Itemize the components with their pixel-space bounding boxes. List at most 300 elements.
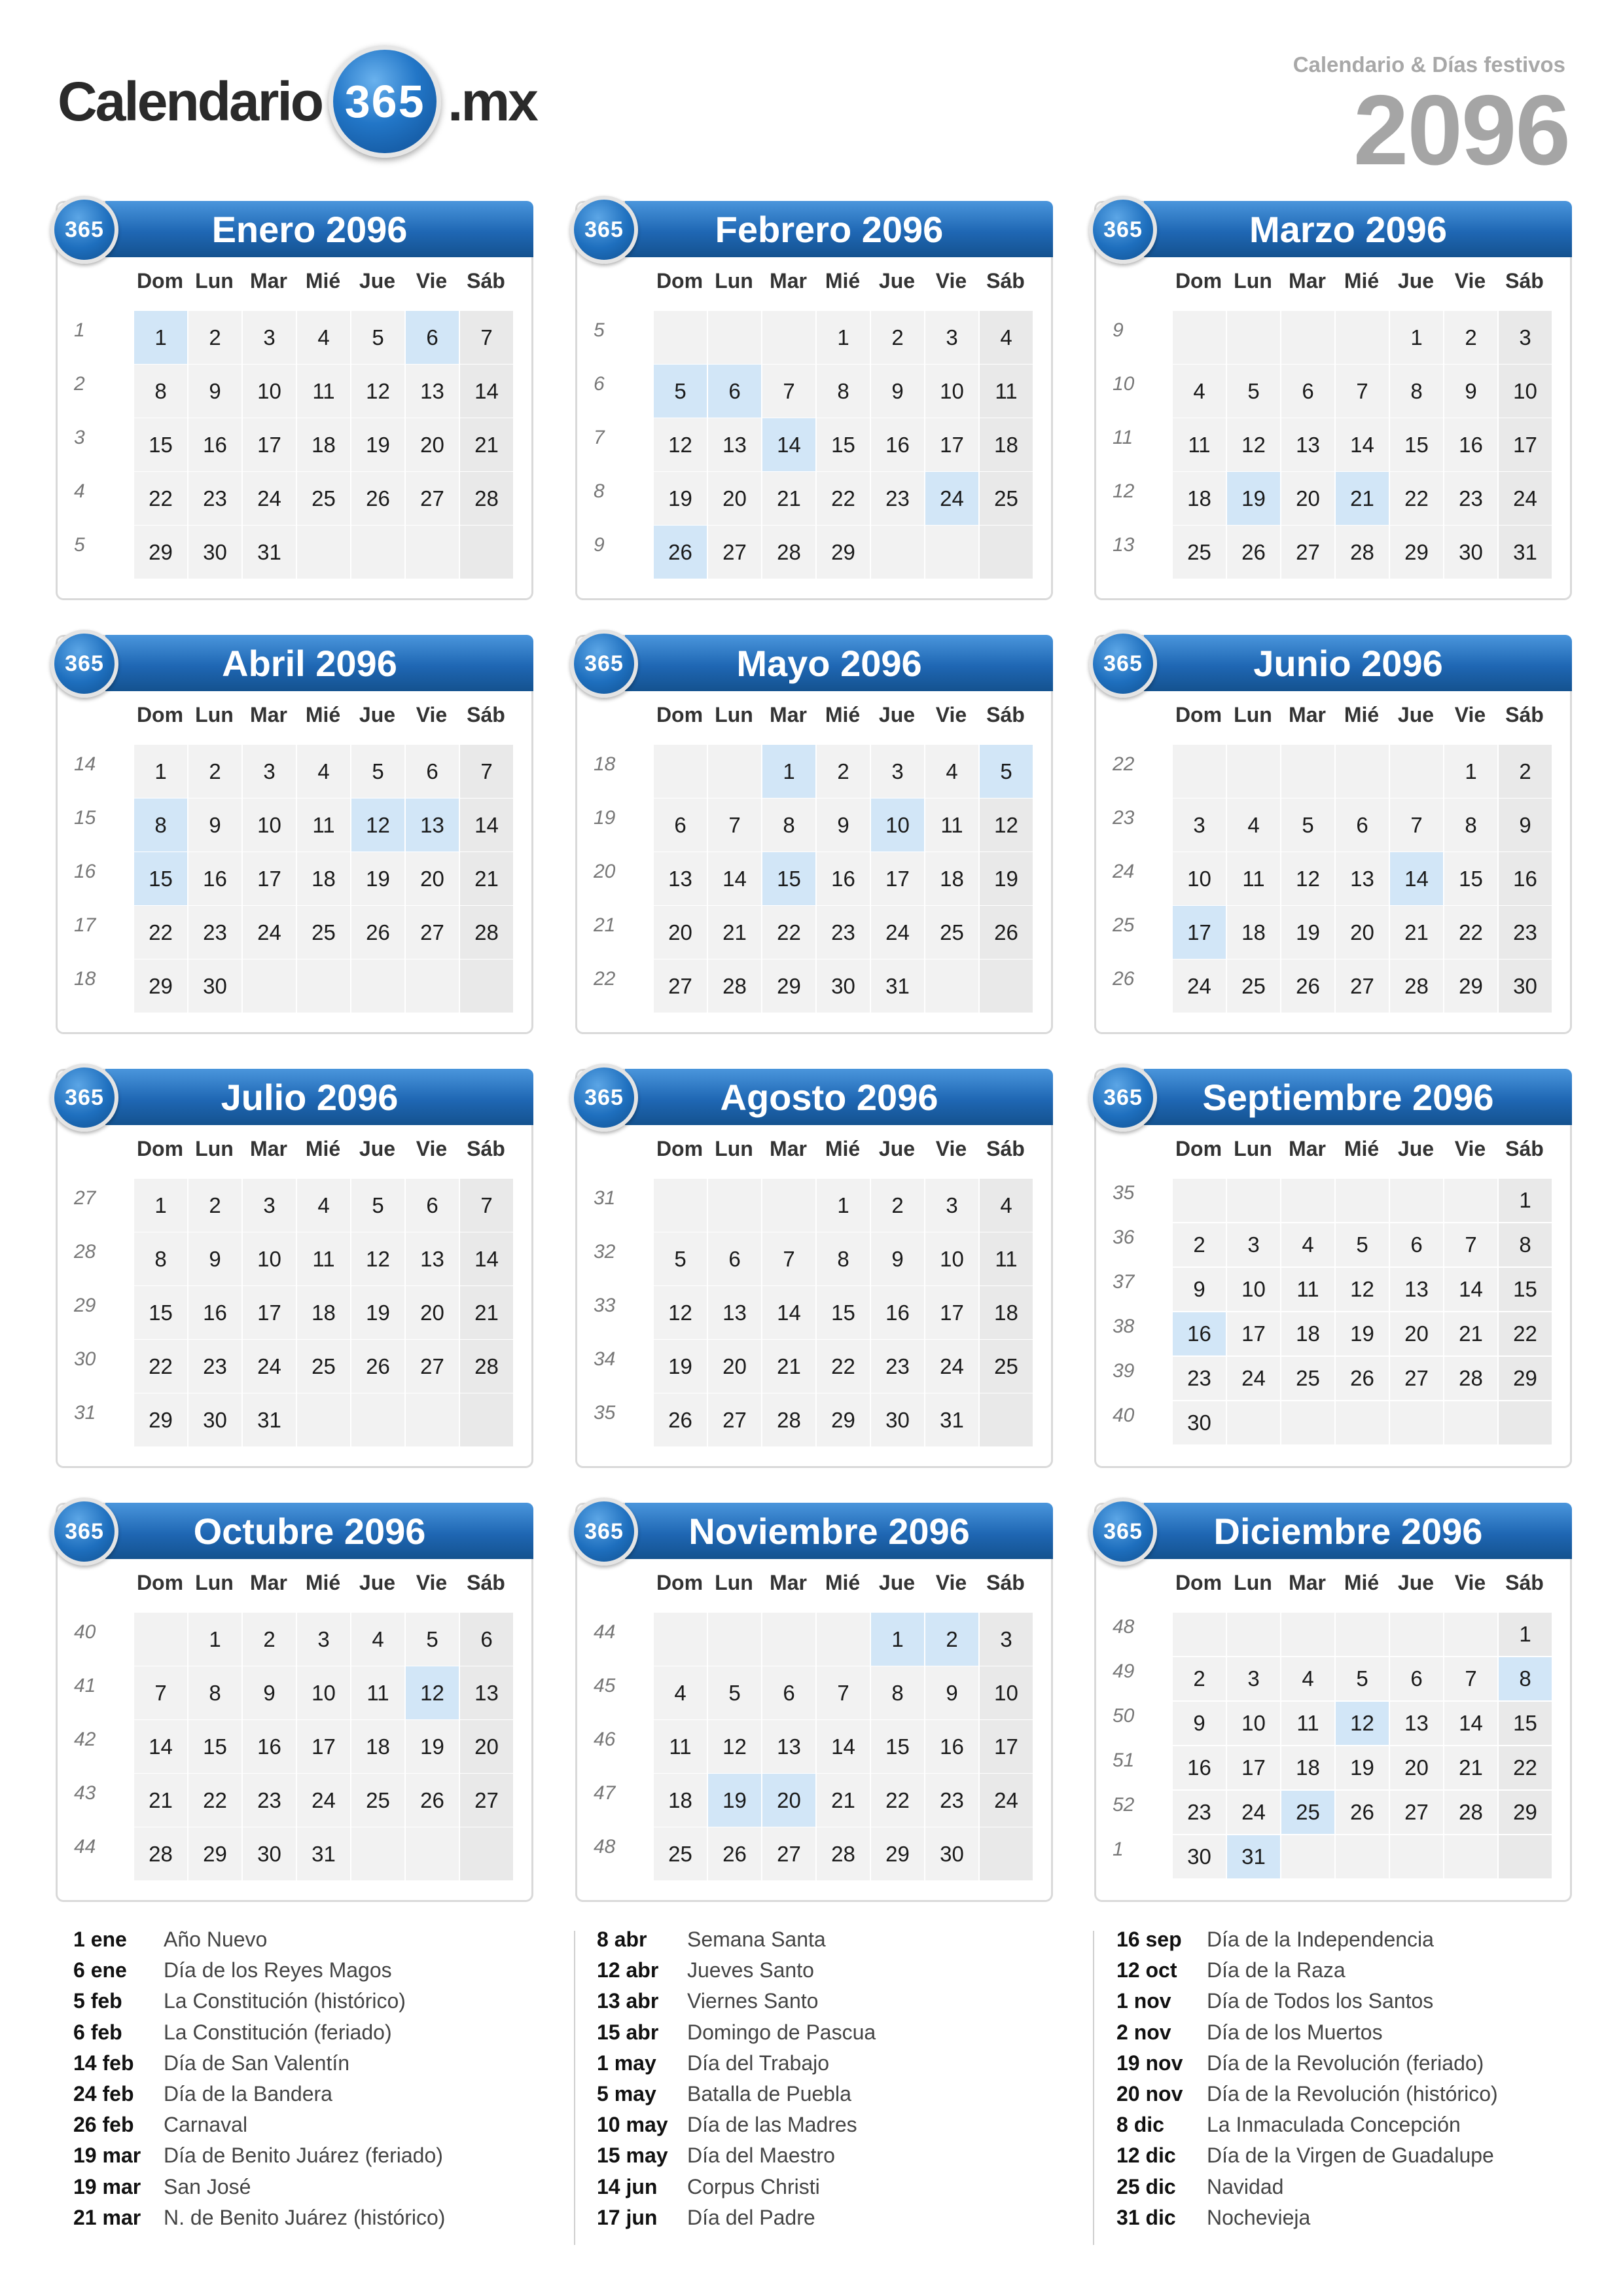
day-cell[interactable]: 24	[1227, 1791, 1280, 1834]
day-cell[interactable]: 9	[871, 365, 924, 418]
day-cell[interactable]: 6	[406, 745, 459, 798]
day-cell[interactable]: 19	[1227, 472, 1280, 525]
day-cell[interactable]: 18	[980, 1286, 1033, 1339]
day-cell[interactable]: 25	[1281, 1357, 1334, 1400]
day-cell[interactable]: 15	[817, 418, 870, 471]
day-cell[interactable]: 14	[1444, 1268, 1497, 1311]
day-cell[interactable]: 17	[925, 418, 978, 471]
day-cell[interactable]: 30	[871, 1393, 924, 1446]
day-cell[interactable]: 22	[188, 1774, 241, 1827]
day-cell[interactable]: 15	[817, 1286, 870, 1339]
day-cell[interactable]: 9	[188, 1232, 241, 1285]
day-cell[interactable]: 24	[1173, 960, 1226, 1013]
day-cell[interactable]: 17	[243, 418, 296, 471]
day-cell[interactable]: 5	[1281, 798, 1334, 852]
day-cell[interactable]: 12	[1227, 418, 1280, 471]
day-cell[interactable]: 21	[460, 852, 513, 905]
day-cell[interactable]: 25	[351, 1774, 404, 1827]
day-cell[interactable]: 16	[925, 1720, 978, 1773]
day-cell[interactable]: 10	[243, 798, 296, 852]
day-cell[interactable]: 31	[243, 526, 296, 579]
day-cell[interactable]: 10	[925, 1232, 978, 1285]
day-cell[interactable]: 9	[1173, 1702, 1226, 1745]
day-cell[interactable]: 23	[871, 1340, 924, 1393]
day-cell[interactable]: 17	[1173, 906, 1226, 959]
day-cell[interactable]: 5	[654, 1232, 707, 1285]
day-cell[interactable]: 22	[817, 1340, 870, 1393]
day-cell[interactable]: 11	[925, 798, 978, 852]
day-cell[interactable]: 28	[708, 960, 761, 1013]
day-cell[interactable]: 14	[1444, 1702, 1497, 1745]
day-cell[interactable]: 21	[1444, 1312, 1497, 1355]
day-cell[interactable]: 7	[460, 311, 513, 364]
day-cell[interactable]: 24	[243, 906, 296, 959]
day-cell[interactable]: 3	[871, 745, 924, 798]
day-cell[interactable]: 6	[406, 311, 459, 364]
day-cell[interactable]: 28	[817, 1827, 870, 1880]
day-cell[interactable]: 4	[297, 1179, 350, 1232]
day-cell[interactable]: 21	[460, 418, 513, 471]
day-cell[interactable]: 15	[1390, 418, 1443, 471]
day-cell[interactable]: 20	[708, 472, 761, 525]
day-cell[interactable]: 21	[708, 906, 761, 959]
day-cell[interactable]: 29	[134, 960, 187, 1013]
day-cell[interactable]: 25	[1281, 1791, 1334, 1834]
day-cell[interactable]: 1	[134, 745, 187, 798]
day-cell[interactable]: 11	[297, 798, 350, 852]
day-cell[interactable]: 24	[871, 906, 924, 959]
day-cell[interactable]: 27	[406, 906, 459, 959]
day-cell[interactable]: 14	[460, 1232, 513, 1285]
day-cell[interactable]: 18	[1281, 1312, 1334, 1355]
day-cell[interactable]: 16	[188, 852, 241, 905]
day-cell[interactable]: 25	[297, 1340, 350, 1393]
day-cell[interactable]: 27	[1390, 1791, 1443, 1834]
day-cell[interactable]: 1	[1499, 1613, 1552, 1656]
day-cell[interactable]: 18	[297, 1286, 350, 1339]
day-cell[interactable]: 29	[188, 1827, 241, 1880]
day-cell[interactable]: 31	[243, 1393, 296, 1446]
day-cell[interactable]: 18	[980, 418, 1033, 471]
day-cell[interactable]: 4	[925, 745, 978, 798]
day-cell[interactable]: 28	[1444, 1791, 1497, 1834]
day-cell[interactable]: 25	[925, 906, 978, 959]
day-cell[interactable]: 5	[708, 1666, 761, 1719]
day-cell[interactable]: 20	[460, 1720, 513, 1773]
day-cell[interactable]: 20	[762, 1774, 815, 1827]
day-cell[interactable]: 22	[817, 472, 870, 525]
day-cell[interactable]: 23	[1173, 1791, 1226, 1834]
day-cell[interactable]: 24	[243, 1340, 296, 1393]
day-cell[interactable]: 12	[406, 1666, 459, 1719]
day-cell[interactable]: 27	[1281, 526, 1334, 579]
day-cell[interactable]: 3	[980, 1613, 1033, 1666]
day-cell[interactable]: 4	[1227, 798, 1280, 852]
day-cell[interactable]: 23	[1173, 1357, 1226, 1400]
day-cell[interactable]: 15	[762, 852, 815, 905]
day-cell[interactable]: 19	[406, 1720, 459, 1773]
day-cell[interactable]: 21	[460, 1286, 513, 1339]
day-cell[interactable]: 1	[871, 1613, 924, 1666]
day-cell[interactable]: 8	[134, 365, 187, 418]
day-cell[interactable]: 17	[297, 1720, 350, 1773]
day-cell[interactable]: 21	[1390, 906, 1443, 959]
day-cell[interactable]: 13	[1281, 418, 1334, 471]
day-cell[interactable]: 17	[871, 852, 924, 905]
day-cell[interactable]: 30	[1499, 960, 1552, 1013]
day-cell[interactable]: 26	[351, 906, 404, 959]
day-cell[interactable]: 30	[188, 1393, 241, 1446]
day-cell[interactable]: 29	[871, 1827, 924, 1880]
day-cell[interactable]: 10	[243, 1232, 296, 1285]
day-cell[interactable]: 25	[654, 1827, 707, 1880]
day-cell[interactable]: 16	[243, 1720, 296, 1773]
day-cell[interactable]: 27	[1336, 960, 1389, 1013]
day-cell[interactable]: 14	[134, 1720, 187, 1773]
day-cell[interactable]: 26	[351, 1340, 404, 1393]
day-cell[interactable]: 20	[654, 906, 707, 959]
day-cell[interactable]: 20	[406, 1286, 459, 1339]
day-cell[interactable]: 11	[1281, 1702, 1334, 1745]
day-cell[interactable]: 3	[1227, 1657, 1280, 1700]
day-cell[interactable]: 2	[1444, 311, 1497, 364]
day-cell[interactable]: 18	[351, 1720, 404, 1773]
day-cell[interactable]: 26	[980, 906, 1033, 959]
day-cell[interactable]: 10	[1173, 852, 1226, 905]
day-cell[interactable]: 26	[1227, 526, 1280, 579]
day-cell[interactable]: 8	[871, 1666, 924, 1719]
day-cell[interactable]: 12	[351, 798, 404, 852]
day-cell[interactable]: 8	[134, 798, 187, 852]
day-cell[interactable]: 22	[1499, 1746, 1552, 1789]
day-cell[interactable]: 1	[134, 311, 187, 364]
day-cell[interactable]: 18	[297, 418, 350, 471]
day-cell[interactable]: 13	[1336, 852, 1389, 905]
day-cell[interactable]: 29	[762, 960, 815, 1013]
day-cell[interactable]: 7	[708, 798, 761, 852]
day-cell[interactable]: 15	[871, 1720, 924, 1773]
day-cell[interactable]: 27	[406, 472, 459, 525]
day-cell[interactable]: 24	[925, 1340, 978, 1393]
day-cell[interactable]: 29	[1390, 526, 1443, 579]
day-cell[interactable]: 28	[1390, 960, 1443, 1013]
day-cell[interactable]: 12	[708, 1720, 761, 1773]
day-cell[interactable]: 22	[1444, 906, 1497, 959]
day-cell[interactable]: 11	[297, 365, 350, 418]
day-cell[interactable]: 24	[1227, 1357, 1280, 1400]
day-cell[interactable]: 3	[1499, 311, 1552, 364]
day-cell[interactable]: 17	[1499, 418, 1552, 471]
day-cell[interactable]: 19	[351, 1286, 404, 1339]
day-cell[interactable]: 11	[980, 1232, 1033, 1285]
day-cell[interactable]: 23	[188, 1340, 241, 1393]
day-cell[interactable]: 30	[188, 526, 241, 579]
day-cell[interactable]: 7	[762, 365, 815, 418]
day-cell[interactable]: 27	[708, 1393, 761, 1446]
day-cell[interactable]: 29	[134, 1393, 187, 1446]
day-cell[interactable]: 13	[1390, 1268, 1443, 1311]
day-cell[interactable]: 8	[134, 1232, 187, 1285]
day-cell[interactable]: 8	[188, 1666, 241, 1719]
day-cell[interactable]: 5	[654, 365, 707, 418]
day-cell[interactable]: 30	[1173, 1835, 1226, 1878]
day-cell[interactable]: 5	[1336, 1657, 1389, 1700]
day-cell[interactable]: 13	[762, 1720, 815, 1773]
day-cell[interactable]: 29	[1499, 1357, 1552, 1400]
day-cell[interactable]: 27	[708, 526, 761, 579]
day-cell[interactable]: 2	[1499, 745, 1552, 798]
day-cell[interactable]: 22	[1499, 1312, 1552, 1355]
day-cell[interactable]: 10	[980, 1666, 1033, 1719]
day-cell[interactable]: 15	[134, 852, 187, 905]
day-cell[interactable]: 26	[708, 1827, 761, 1880]
day-cell[interactable]: 26	[351, 472, 404, 525]
day-cell[interactable]: 11	[1281, 1268, 1334, 1311]
day-cell[interactable]: 24	[925, 472, 978, 525]
day-cell[interactable]: 15	[134, 418, 187, 471]
day-cell[interactable]: 14	[1336, 418, 1389, 471]
day-cell[interactable]: 27	[1390, 1357, 1443, 1400]
day-cell[interactable]: 8	[817, 1232, 870, 1285]
day-cell[interactable]: 30	[1173, 1401, 1226, 1444]
day-cell[interactable]: 21	[762, 472, 815, 525]
day-cell[interactable]: 12	[351, 365, 404, 418]
day-cell[interactable]: 2	[188, 311, 241, 364]
day-cell[interactable]: 29	[817, 526, 870, 579]
day-cell[interactable]: 11	[654, 1720, 707, 1773]
day-cell[interactable]: 12	[1336, 1268, 1389, 1311]
day-cell[interactable]: 7	[762, 1232, 815, 1285]
day-cell[interactable]: 21	[134, 1774, 187, 1827]
day-cell[interactable]: 27	[762, 1827, 815, 1880]
day-cell[interactable]: 19	[654, 1340, 707, 1393]
day-cell[interactable]: 2	[188, 1179, 241, 1232]
day-cell[interactable]: 18	[925, 852, 978, 905]
day-cell[interactable]: 10	[1227, 1268, 1280, 1311]
day-cell[interactable]: 1	[817, 1179, 870, 1232]
day-cell[interactable]: 2	[871, 311, 924, 364]
day-cell[interactable]: 5	[406, 1613, 459, 1666]
day-cell[interactable]: 6	[654, 798, 707, 852]
day-cell[interactable]: 26	[1336, 1791, 1389, 1834]
day-cell[interactable]: 13	[1390, 1702, 1443, 1745]
day-cell[interactable]: 2	[188, 745, 241, 798]
day-cell[interactable]: 12	[654, 1286, 707, 1339]
day-cell[interactable]: 1	[134, 1179, 187, 1232]
day-cell[interactable]: 12	[980, 798, 1033, 852]
day-cell[interactable]: 17	[243, 852, 296, 905]
day-cell[interactable]: 11	[297, 1232, 350, 1285]
day-cell[interactable]: 9	[871, 1232, 924, 1285]
day-cell[interactable]: 26	[654, 1393, 707, 1446]
day-cell[interactable]: 2	[1173, 1223, 1226, 1266]
day-cell[interactable]: 19	[351, 852, 404, 905]
day-cell[interactable]: 21	[1444, 1746, 1497, 1789]
day-cell[interactable]: 28	[460, 1340, 513, 1393]
day-cell[interactable]: 4	[297, 745, 350, 798]
day-cell[interactable]: 22	[1390, 472, 1443, 525]
day-cell[interactable]: 14	[817, 1720, 870, 1773]
day-cell[interactable]: 23	[188, 906, 241, 959]
day-cell[interactable]: 2	[817, 745, 870, 798]
day-cell[interactable]: 23	[243, 1774, 296, 1827]
day-cell[interactable]: 29	[1499, 1791, 1552, 1834]
day-cell[interactable]: 1	[1390, 311, 1443, 364]
day-cell[interactable]: 8	[1390, 365, 1443, 418]
day-cell[interactable]: 29	[817, 1393, 870, 1446]
day-cell[interactable]: 10	[871, 798, 924, 852]
day-cell[interactable]: 7	[1444, 1223, 1497, 1266]
day-cell[interactable]: 1	[762, 745, 815, 798]
day-cell[interactable]: 4	[1281, 1657, 1334, 1700]
day-cell[interactable]: 6	[762, 1666, 815, 1719]
day-cell[interactable]: 5	[351, 1179, 404, 1232]
day-cell[interactable]: 1	[1499, 1179, 1552, 1222]
day-cell[interactable]: 6	[1336, 798, 1389, 852]
day-cell[interactable]: 19	[351, 418, 404, 471]
day-cell[interactable]: 23	[1499, 906, 1552, 959]
day-cell[interactable]: 8	[762, 798, 815, 852]
day-cell[interactable]: 6	[708, 365, 761, 418]
day-cell[interactable]: 16	[871, 418, 924, 471]
day-cell[interactable]: 4	[980, 311, 1033, 364]
day-cell[interactable]: 3	[925, 1179, 978, 1232]
day-cell[interactable]: 22	[871, 1774, 924, 1827]
day-cell[interactable]: 16	[871, 1286, 924, 1339]
day-cell[interactable]: 17	[1227, 1312, 1280, 1355]
day-cell[interactable]: 3	[243, 745, 296, 798]
day-cell[interactable]: 31	[871, 960, 924, 1013]
day-cell[interactable]: 27	[654, 960, 707, 1013]
day-cell[interactable]: 11	[980, 365, 1033, 418]
day-cell[interactable]: 21	[817, 1774, 870, 1827]
day-cell[interactable]: 1	[188, 1613, 241, 1666]
day-cell[interactable]: 7	[134, 1666, 187, 1719]
day-cell[interactable]: 12	[1336, 1702, 1389, 1745]
day-cell[interactable]: 31	[1499, 526, 1552, 579]
day-cell[interactable]: 17	[243, 1286, 296, 1339]
day-cell[interactable]: 6	[460, 1613, 513, 1666]
day-cell[interactable]: 15	[134, 1286, 187, 1339]
day-cell[interactable]: 11	[1173, 418, 1226, 471]
day-cell[interactable]: 28	[134, 1827, 187, 1880]
day-cell[interactable]: 19	[1336, 1746, 1389, 1789]
day-cell[interactable]: 8	[1499, 1223, 1552, 1266]
day-cell[interactable]: 24	[1499, 472, 1552, 525]
day-cell[interactable]: 14	[762, 418, 815, 471]
day-cell[interactable]: 3	[243, 311, 296, 364]
day-cell[interactable]: 23	[1444, 472, 1497, 525]
day-cell[interactable]: 23	[925, 1774, 978, 1827]
day-cell[interactable]: 30	[817, 960, 870, 1013]
day-cell[interactable]: 12	[351, 1232, 404, 1285]
day-cell[interactable]: 24	[297, 1774, 350, 1827]
day-cell[interactable]: 25	[1173, 526, 1226, 579]
day-cell[interactable]: 20	[1336, 906, 1389, 959]
day-cell[interactable]: 18	[1173, 472, 1226, 525]
day-cell[interactable]: 31	[297, 1827, 350, 1880]
day-cell[interactable]: 25	[297, 906, 350, 959]
day-cell[interactable]: 22	[134, 906, 187, 959]
day-cell[interactable]: 13	[654, 852, 707, 905]
day-cell[interactable]: 17	[925, 1286, 978, 1339]
day-cell[interactable]: 5	[351, 745, 404, 798]
day-cell[interactable]: 7	[1390, 798, 1443, 852]
day-cell[interactable]: 13	[406, 1232, 459, 1285]
day-cell[interactable]: 3	[297, 1613, 350, 1666]
day-cell[interactable]: 24	[980, 1774, 1033, 1827]
day-cell[interactable]: 16	[1173, 1312, 1226, 1355]
day-cell[interactable]: 14	[708, 852, 761, 905]
day-cell[interactable]: 6	[406, 1179, 459, 1232]
day-cell[interactable]: 2	[1173, 1657, 1226, 1700]
day-cell[interactable]: 20	[708, 1340, 761, 1393]
day-cell[interactable]: 31	[1227, 1835, 1280, 1878]
day-cell[interactable]: 23	[871, 472, 924, 525]
day-cell[interactable]: 3	[1227, 1223, 1280, 1266]
day-cell[interactable]: 25	[297, 472, 350, 525]
day-cell[interactable]: 11	[351, 1666, 404, 1719]
day-cell[interactable]: 15	[1499, 1268, 1552, 1311]
day-cell[interactable]: 24	[243, 472, 296, 525]
day-cell[interactable]: 13	[406, 798, 459, 852]
day-cell[interactable]: 26	[1281, 960, 1334, 1013]
day-cell[interactable]: 5	[351, 311, 404, 364]
day-cell[interactable]: 20	[1390, 1746, 1443, 1789]
day-cell[interactable]: 8	[1444, 798, 1497, 852]
day-cell[interactable]: 16	[1499, 852, 1552, 905]
day-cell[interactable]: 4	[654, 1666, 707, 1719]
day-cell[interactable]: 9	[1444, 365, 1497, 418]
day-cell[interactable]: 13	[460, 1666, 513, 1719]
day-cell[interactable]: 30	[188, 960, 241, 1013]
day-cell[interactable]: 19	[980, 852, 1033, 905]
day-cell[interactable]: 13	[708, 1286, 761, 1339]
day-cell[interactable]: 17	[980, 1720, 1033, 1773]
day-cell[interactable]: 11	[1227, 852, 1280, 905]
day-cell[interactable]: 12	[1281, 852, 1334, 905]
day-cell[interactable]: 23	[817, 906, 870, 959]
day-cell[interactable]: 8	[817, 365, 870, 418]
day-cell[interactable]: 28	[762, 526, 815, 579]
day-cell[interactable]: 3	[243, 1179, 296, 1232]
day-cell[interactable]: 21	[1336, 472, 1389, 525]
day-cell[interactable]: 4	[1173, 365, 1226, 418]
day-cell[interactable]: 28	[460, 906, 513, 959]
day-cell[interactable]: 9	[817, 798, 870, 852]
day-cell[interactable]: 6	[1390, 1657, 1443, 1700]
day-cell[interactable]: 10	[1227, 1702, 1280, 1745]
day-cell[interactable]: 10	[243, 365, 296, 418]
day-cell[interactable]: 10	[1499, 365, 1552, 418]
day-cell[interactable]: 14	[460, 365, 513, 418]
day-cell[interactable]: 18	[297, 852, 350, 905]
day-cell[interactable]: 2	[925, 1613, 978, 1666]
day-cell[interactable]: 22	[134, 1340, 187, 1393]
day-cell[interactable]: 6	[1390, 1223, 1443, 1266]
day-cell[interactable]: 13	[708, 418, 761, 471]
day-cell[interactable]: 2	[871, 1179, 924, 1232]
day-cell[interactable]: 10	[925, 365, 978, 418]
day-cell[interactable]: 18	[1227, 906, 1280, 959]
day-cell[interactable]: 9	[188, 365, 241, 418]
day-cell[interactable]: 6	[1281, 365, 1334, 418]
day-cell[interactable]: 9	[188, 798, 241, 852]
day-cell[interactable]: 4	[351, 1613, 404, 1666]
day-cell[interactable]: 8	[1499, 1657, 1552, 1700]
day-cell[interactable]: 28	[762, 1393, 815, 1446]
day-cell[interactable]: 25	[980, 472, 1033, 525]
